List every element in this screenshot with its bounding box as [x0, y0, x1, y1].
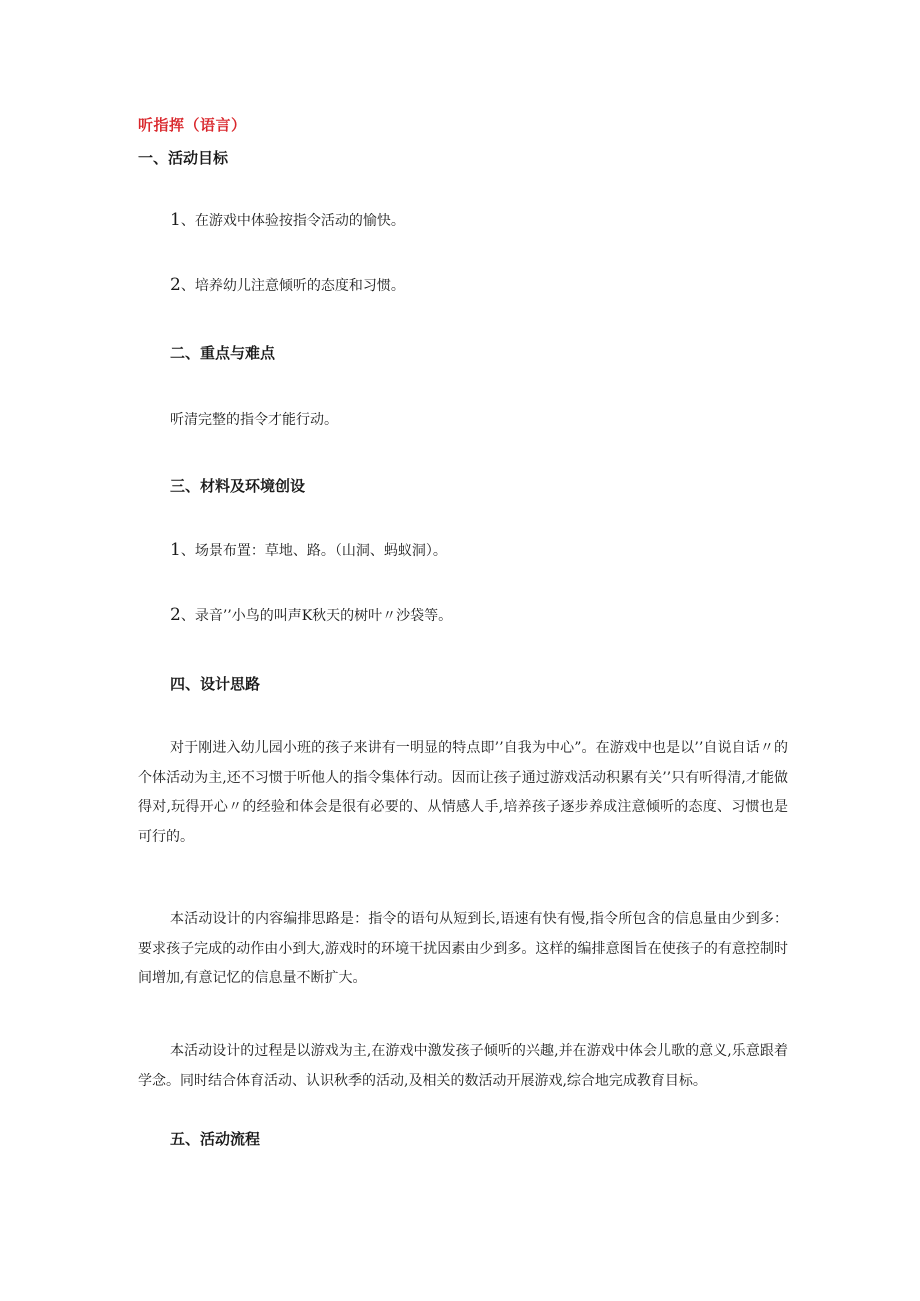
- goal-item-1-text: 、在游戏中体验按指令活动的愉快。: [180, 213, 405, 229]
- materials-item-2-number: 2: [170, 605, 181, 625]
- materials-item-1-number: 1: [170, 540, 181, 560]
- design-paragraph-3: 本活动设计的过程是以游戏为主,在游戏中激发孩子倾听的兴趣,并在游戏中体会儿歌的意义,乐意跟着学念。同时结合体育活动、认识秋季的活动,及相关的数活动开展游戏,综合地完成教育目标。: [138, 1043, 788, 1089]
- section-heading-process: 五、活动流程: [170, 1130, 261, 1148]
- document-title: 听指挥（语言）: [138, 116, 247, 134]
- section-heading-design: 四、设计思路: [170, 675, 261, 693]
- materials-item-1: [170, 540, 447, 560]
- design-paragraph-1: 对于刚进入幼儿园小班的孩子来讲有一明显的特点即’’自我为中心”。在游戏中也是以’’自说自话〃的个体活动为主,还不习惯于听他人的指令集体行动。因而让孩子通过游戏活动积累有关’’只有听得清,才能做得对,玩得开心〃的经验和体会是很有必要的、从情感人手,培养孩子逐步养成注意倾听的态度、习惯也是可行的。: [138, 740, 788, 845]
- goal-item-1-number: 1: [170, 210, 181, 230]
- materials-item-2-text: 、录音’’小鸟的叫声K秋天的树叶〃沙袋等。: [180, 608, 453, 624]
- section-heading-key-points: 二、重点与难点: [170, 344, 276, 362]
- goal-item-2: [170, 275, 405, 295]
- section-heading-goals: 一、活动目标: [138, 149, 229, 167]
- goal-item-2-number: 2: [170, 275, 181, 295]
- goal-item-2-text: 、培养幼儿注意倾听的态度和习惯。: [180, 278, 405, 294]
- design-paragraph-2: 本活动设计的内容编排思路是：指令的语句从短到长,语速有快有慢,指令所包含的信息量由少到多：要求孩子完成的动作由小到大,游戏时的环境干扰因素由少到多。这样的编排意图旨在使孩子的有意控制时间增加,有意记忆的信息量不断扩大。: [138, 911, 788, 986]
- materials-item-2: [170, 605, 452, 625]
- materials-item-1-text: 、场景布置：草地、路。（山洞、蚂蚁洞）。: [180, 543, 447, 559]
- key-points-text: 听清完整的指令才能行动。: [170, 412, 338, 428]
- section-heading-materials: 三、材料及环境创设: [170, 477, 306, 495]
- goal-item-1: [170, 210, 405, 230]
